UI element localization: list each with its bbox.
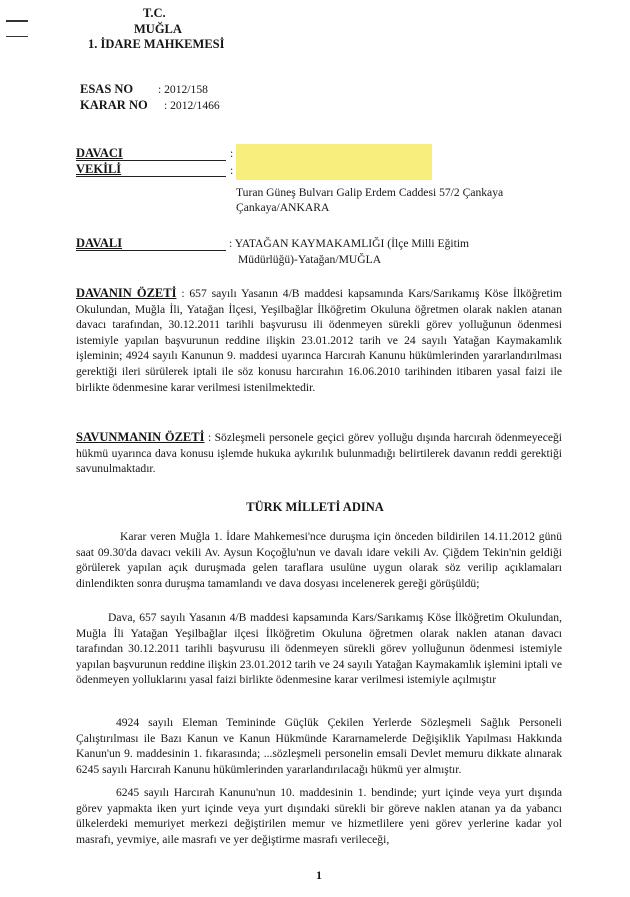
ozet-paragraph <box>76 286 562 395</box>
savunma-text: : Sözleşmeli personele geçici görev yolluğu dışında harcırah ödenmeyeceği hükmü uyarınca dava konusu işlemde hukuka aykırılık bulunmadığı belirtilerek davanın reddi gerektiği savunulmaktadır. <box>76 431 562 476</box>
karar-value: : 2012/1466 <box>164 99 220 112</box>
decision-title: TÜRK MİLLETİ ADINA <box>246 500 384 514</box>
header-court: 1. İDARE MAHKEMESİ <box>88 37 225 51</box>
header-country: T.C. <box>143 6 166 20</box>
vekil-address-line1: Turan Güneş Bulvarı Galip Erdem Caddesi 57/2 Çankaya <box>236 186 504 199</box>
vekili-underline <box>76 176 226 177</box>
decision-paragraph-1: Karar veren Muğla 1. İdare Mahkemesi'nce duruşma için önceden bildirilen 14.11.2012 günü saat 09.30'da davacı vekili Av. Aysun Koçoğlu'nun ve davalı idare vekili Av. Çiğdem Tekin'nin geldiği görülerek yapılan açık duruşmada gelen taraflara usulüne uygun olarak söz verilip açıklamaları dinlendikten sonra duruşma tamamlandı ve dava dosyası incelenerek gereği görüşüldü; <box>76 530 562 590</box>
scan-mark <box>6 20 28 22</box>
esas-value: : 2012/158 <box>158 83 208 96</box>
scan-mark <box>6 36 28 37</box>
decision-paragraph-3: 4924 sayılı Eleman Temininde Güçlük Çekilen Yerlerde Sözleşmeli Sağlık Personeli Çalıştırılması ile Bazı Kanun ve Kanun Hükmünde Kararnamelerde Değişiklik Yapılması Hakkında Kanun'un 9. maddesinin 1. fıkarasında; ...sözleşmeli personelin emsali Devlet memuru dikkate alınarak 6245 sayılı Harcırah Kanunu hükümlerinden yararlandırılacağı hükmü yer almıştır. <box>76 716 562 776</box>
vekil-address-line2: Çankaya/ANKARA <box>236 201 330 214</box>
vekili-colon: : <box>230 164 234 177</box>
decision-paragraph-2: Dava, 657 sayılı Yasanın 4/B maddesi kapsamında Kars/Sarıkamış Köse İlköğretim Okulundan, Muğla İli Yatağan Yeşilbağlar ilçesi İlköğretim Okuluna öğretmen olarak naklen atanan davacı tarafından 30.12.2011 tarihli başvurusu ili ödenmeyen sürekli görev yolluğunun ödenmesi istemiyle yapılan başvurunun reddine ilişkin 23.01.2012 tarih ve 24 sayılı Yatağan Kaymakamlık işlemini iptali ve ödenmeyen yolluklarını yasal faizi birlikte ödenmesine karar verilmesi istemiyle açılmıştır <box>76 611 562 687</box>
davali-underline <box>76 250 226 251</box>
ozet-label: DAVANIN ÖZETİ <box>76 286 177 300</box>
ozet-text: : 657 sayılı Yasanın 4/B maddesi kapsamında Kars/Sarıkamış Köse İlköğretim Okulundan, Muğla İli, Yatağan İlçesi, Yeşilbağlar İlköğretim Okuluna öğretmen olarak naklen atanan davacı tarafından, 30.12.2011 tarihli başvurusu ili ödenmeyen sürekli görev yolluğunun ödenmesi istemiyle yapılan başvurunun reddine ilişkin 23.01.2012 tarih ve 24 sayılı Yatağan Kaymakamlık işleminin; 4924 sayılı Kanunun 9. maddesi uyarınca Harcırah Kanunu hükümlerinden yararlandırılması gerektiği ileri sürülerek iptali ile söz konusu harcırahın 16.06.2010 tarihinden itibaren yasal faizi ile birlikte ödenmesine karar verilmesi istenilmektedir. <box>76 287 562 394</box>
davali-label: DAVALI <box>76 236 123 250</box>
davaci-label: DAVACI <box>76 146 123 160</box>
davali-line1: : YATAĞAN KAYMAKAMLIĞI (İlçe Milli Eğitim <box>229 237 470 250</box>
savunma-label: SAVUNMANIN ÖZETİ <box>76 430 205 444</box>
redaction-block <box>236 144 432 180</box>
davali-line2: Müdürlüğü)-Yatağan/MUĞLA <box>238 253 382 266</box>
karar-label: KARAR NO <box>80 98 148 112</box>
savunma-paragraph <box>76 430 562 477</box>
page-number: 1 <box>316 868 322 882</box>
davaci-underline <box>76 160 226 161</box>
header-city: MUĞLA <box>134 22 182 36</box>
decision-paragraph-4: 6245 sayılı Harcırah Kanunu'nun 10. maddesinin 1. bendinde; yurt içinde veya yurt dışında görev yapmakta iken yurt içinde veya yurt dışındaki sürekli bir göreve naklen atanan ya da yabancı ülkelerdeki memuriyet merkezi değiştirilen memur ve hizmetlilere yeni görev yerlerine kadar yol masrafı, yevmiye, aile masrafı ve yer değiştirme masrafı verileceği, <box>76 786 562 846</box>
vekili-label: VEKİLİ <box>76 162 122 176</box>
esas-label: ESAS NO <box>80 82 134 96</box>
davaci-colon: : <box>230 147 234 160</box>
